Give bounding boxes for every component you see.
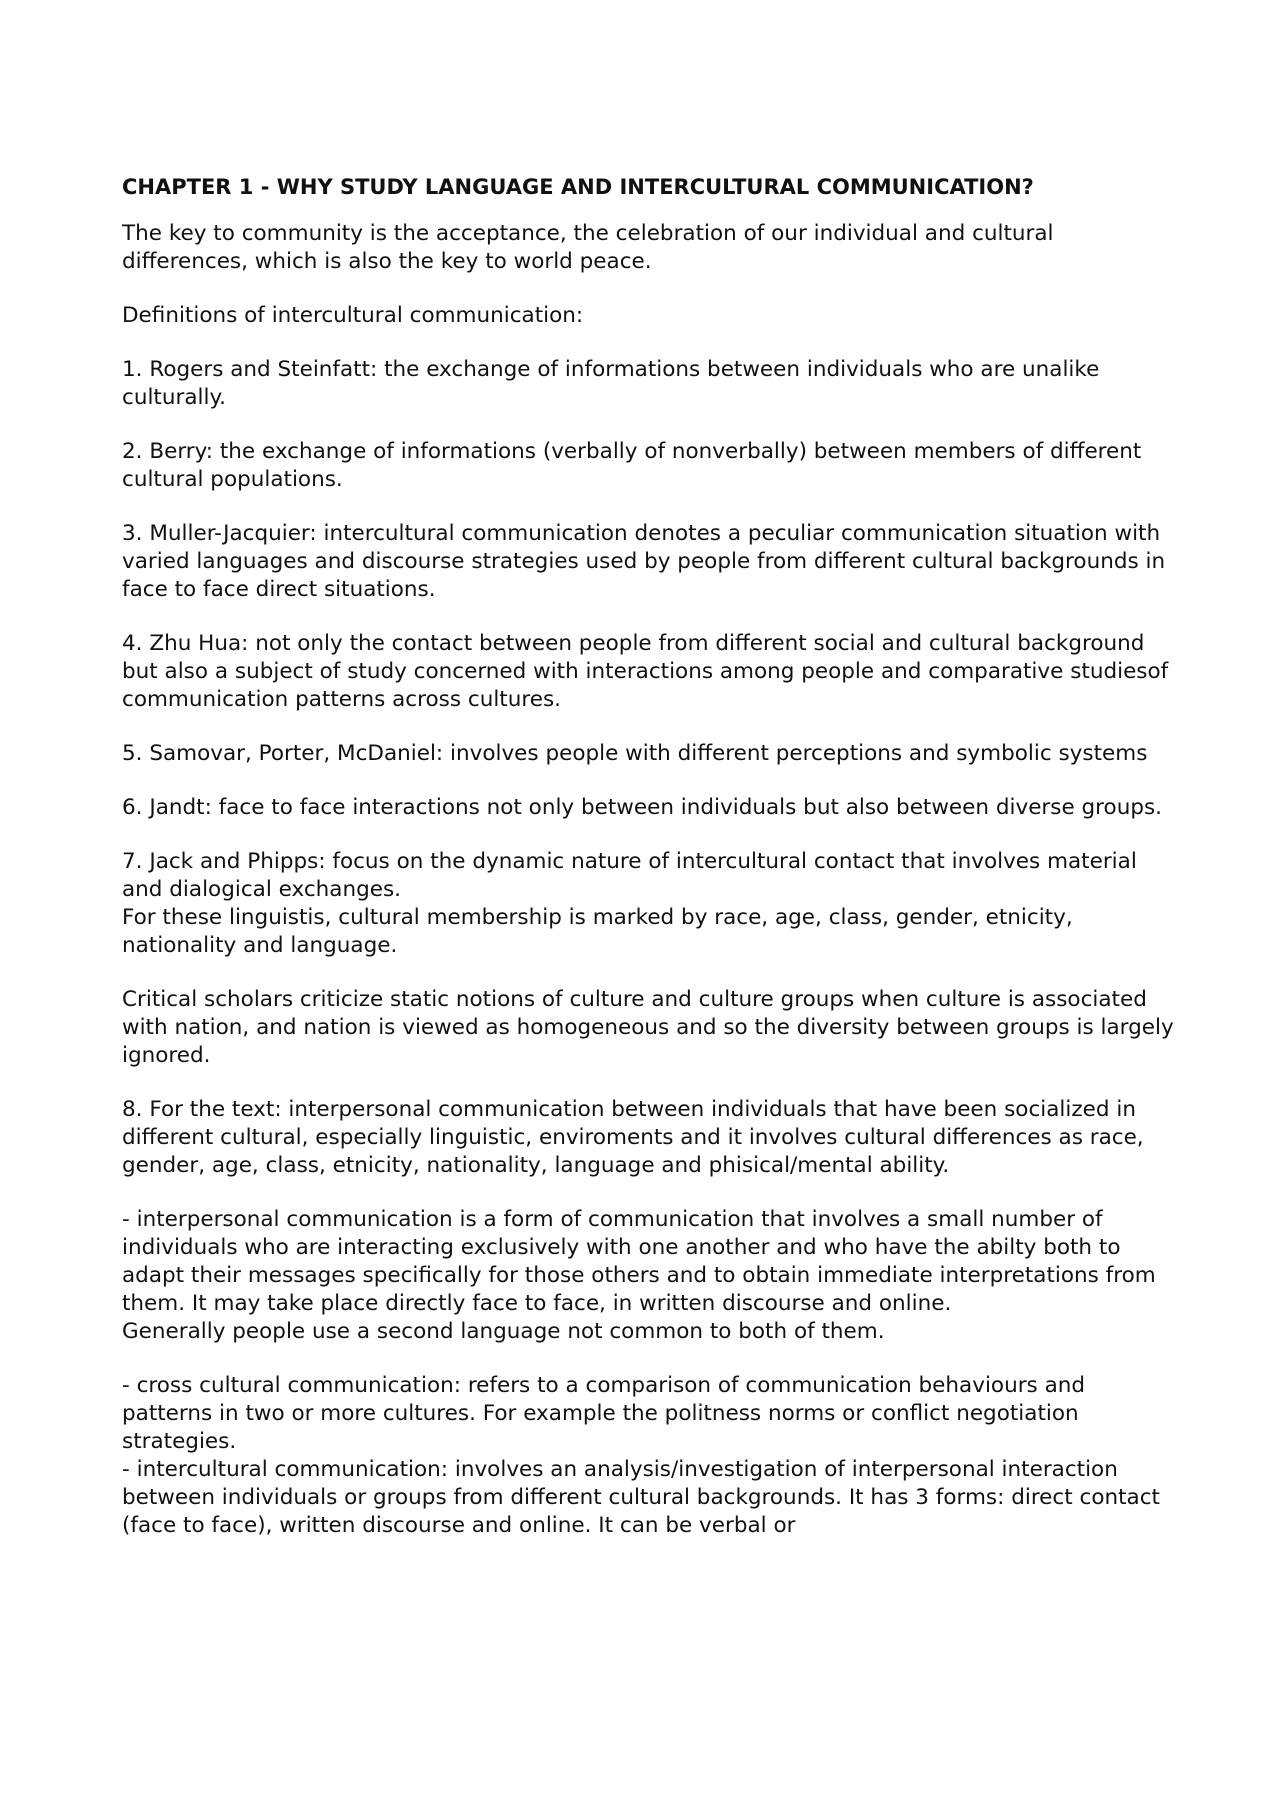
definition-2: 2. Berry: the exchange of informations (verbally of nonverbally) between members of different cultural populations.: [122, 439, 1142, 492]
definitions-heading: Definitions of intercultural communication:: [122, 303, 584, 328]
definition-7: 7. Jack and Phipps: focus on the dynamic nature of intercultural contact that involves material and dialogical exchanges.: [122, 849, 1137, 902]
intro-paragraph: The key to community is the acceptance, the celebration of our individual and cultural differences, which is also the key to world peace.: [122, 221, 1054, 274]
intercultural-paragraph: - intercultural communication: involves an analysis/investigation of interpersonal interaction between individuals or groups from different cultural backgrounds. It has 3 forms: direct contact (face to face), written discourse and online. It can be verbal or: [122, 1457, 1160, 1538]
document-page: [122, 172, 1182, 1540]
definition-8: 8. For the text: interpersonal communication between individuals that have been socialized in different cultural, especially linguistic, enviroments and it involves cultural differences as race, gender, age, class, etnicity, nationality, language and phisical/mental ability.: [122, 1097, 1144, 1178]
interpersonal-communication-paragraph: - interpersonal communication is a form of communication that involves a small number of individuals who are interacting exclusively with one another and who have the abilty both to adapt their messages specifically for those others and to obtain immediate interpretations from them. It may take place directly face to face, in written discourse and online.: [122, 1207, 1156, 1316]
definition-3: 3. Muller-Jacquier: intercultural communication denotes a peculiar communication situation with varied languages and discourse strategies used by people from different cultural backgrounds in face to face direct situations.: [122, 521, 1166, 602]
definition-5: 5. Samovar, Porter, McDaniel: involves people with different perceptions and symbolic systems: [122, 741, 1148, 766]
definition-4: 4. Zhu Hua: not only the contact between people from different social and cultural background but also a subject of study concerned with interactions among people and comparative studiesof communication patterns across cultures.: [122, 631, 1169, 712]
cross-cultural-paragraph: - cross cultural communication: refers to a comparison of communication behaviours and patterns in two or more cultures. For example the politness norms or conflict negotiation strategies.: [122, 1373, 1086, 1454]
definition-1: 1. Rogers and Steinfatt: the exchange of informations between individuals who are unalike culturally.: [122, 357, 1100, 410]
second-language-note: Generally people use a second language not common to both of them.: [122, 1319, 885, 1344]
critical-scholars-paragraph: Critical scholars criticize static notions of culture and culture groups when culture is associated with nation, and nation is viewed as homogeneous and so the diversity between groups is largely ignored.: [122, 987, 1174, 1068]
chapter-title: CHAPTER 1 - WHY STUDY LANGUAGE AND INTERCULTURAL COMMUNICATION?: [122, 175, 1034, 199]
definition-7-note: For these linguistis, cultural membership is marked by race, age, class, gender, etnicity, nationality and language.: [122, 905, 1073, 958]
definition-6: 6. Jandt: face to face interactions not only between individuals but also between diverse groups.: [122, 795, 1162, 820]
